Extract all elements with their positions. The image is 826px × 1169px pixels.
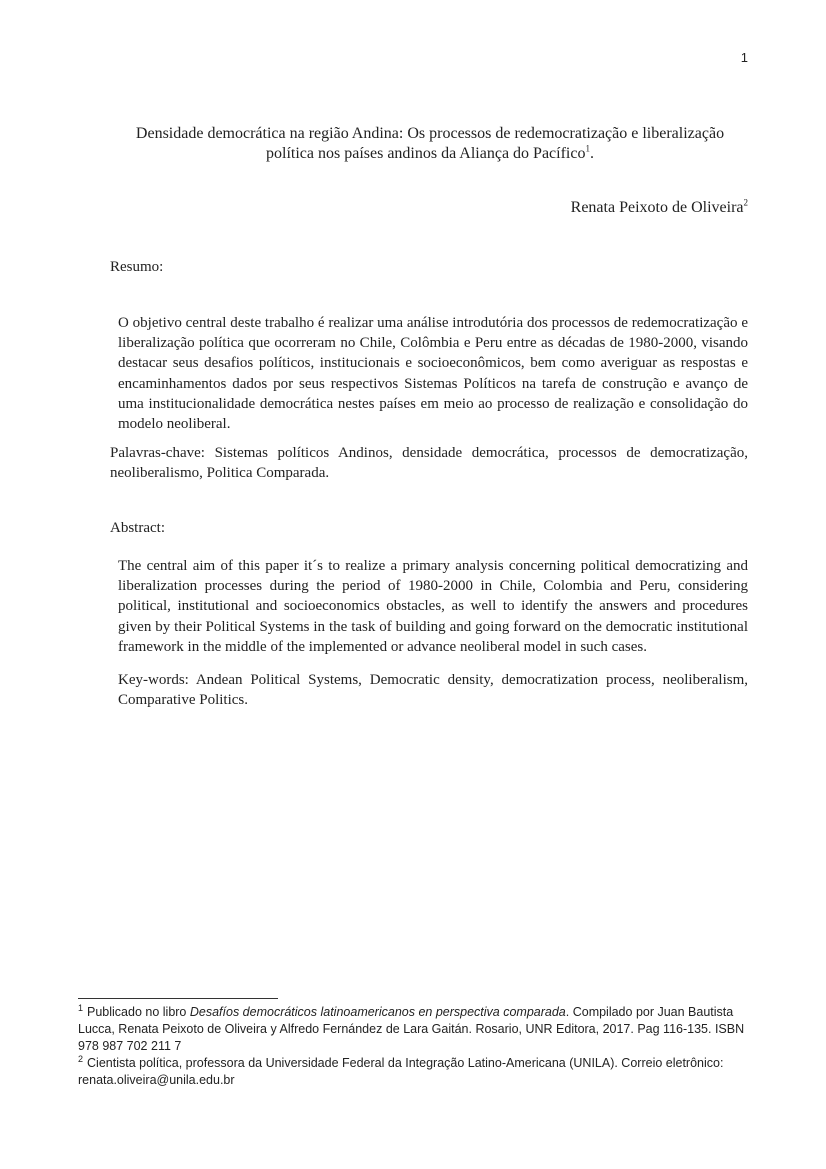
page-number: 1: [740, 50, 748, 65]
author-line: [571, 199, 748, 217]
paper-title: [110, 124, 750, 164]
footnote-separator: [78, 998, 278, 999]
footnote-1: [78, 1004, 748, 1055]
footnote-1-post: . Compilado por Juan Bautista Lucca, Renata Peixoto de Oliveira y Alfredo Fernández de Lara Gaitán. Rosario, UNR Editora, 2017. Pag 116-135. ISBN 978 987 702 211 7: [78, 1005, 745, 1053]
footnotes: [78, 1004, 748, 1089]
abstract-keywords: Key-words: Andean Political Systems, Democratic density, democratization process, neoliberalism, Comparative Politics.: [118, 672, 748, 709]
title-trailing: .: [589, 145, 594, 162]
abstract-body: The central aim of this paper it´s to realize a primary analysis concerning political democratizing and liberalization processes during the period of 1980-2000 in Chile, Colombia and Peru, considering political, institutional and socioeconomics obstacles, as well to identify the answers and procedures given by their Political Systems in the task of building and going forward on the democratic institutional framework in the middle of the implemented or advance neoliberal model in such cases.: [118, 558, 748, 655]
resumo-body: O objetivo central deste trabalho é realizar uma análise introdutória dos processos de redemocratização e liberalização política que ocorreram no Chile, Colômbia e Peru entre as décadas de 1980-2000, visando destacar seus desafios políticos, institucionais e socioeconômicos, bem como averiguar as respostas e encaminhamentos dados por seus respectivos Sistemas Políticos na tarefa de construção e avanço de uma institucionalidade democrática nestes países em meio ao processo de realização e consolidação do modelo neoliberal.: [118, 315, 748, 433]
title-line-2: política nos países andinos da Aliança do Pacífico: [266, 145, 586, 162]
footnote-2: [78, 1055, 748, 1089]
footnote-1-book-title: Desafíos democráticos latinoamericanos en perspectiva comparada: [189, 1005, 566, 1019]
resumo-keywords: Palavras-chave: Sistemas políticos Andinos, densidade democrática, processos de democratização, neoliberalismo, Politica Comparada.: [110, 445, 748, 482]
title-footnote-ref: 1: [585, 143, 590, 154]
footnote-2-text: Cientista política, professora da Universidade Federal da Integração Latino-Americana (UNILA). Correio eletrônico: renata.oliveira@unila.edu.br: [78, 1056, 724, 1087]
footnote-2-ref: 2: [78, 1053, 84, 1064]
footnote-1-pre: Publicado no libro: [87, 1005, 190, 1019]
author-name: Renata Peixoto de Oliveira: [570, 199, 744, 216]
resumo-heading: Resumo:: [110, 259, 164, 275]
footnote-1-ref: 1: [78, 1002, 84, 1013]
author-footnote-ref: 2: [743, 197, 748, 208]
title-line-1: Densidade democrática na região Andina: Os processos de redemocratização e liberalização: [135, 125, 725, 142]
abstract-heading: Abstract:: [110, 520, 165, 536]
